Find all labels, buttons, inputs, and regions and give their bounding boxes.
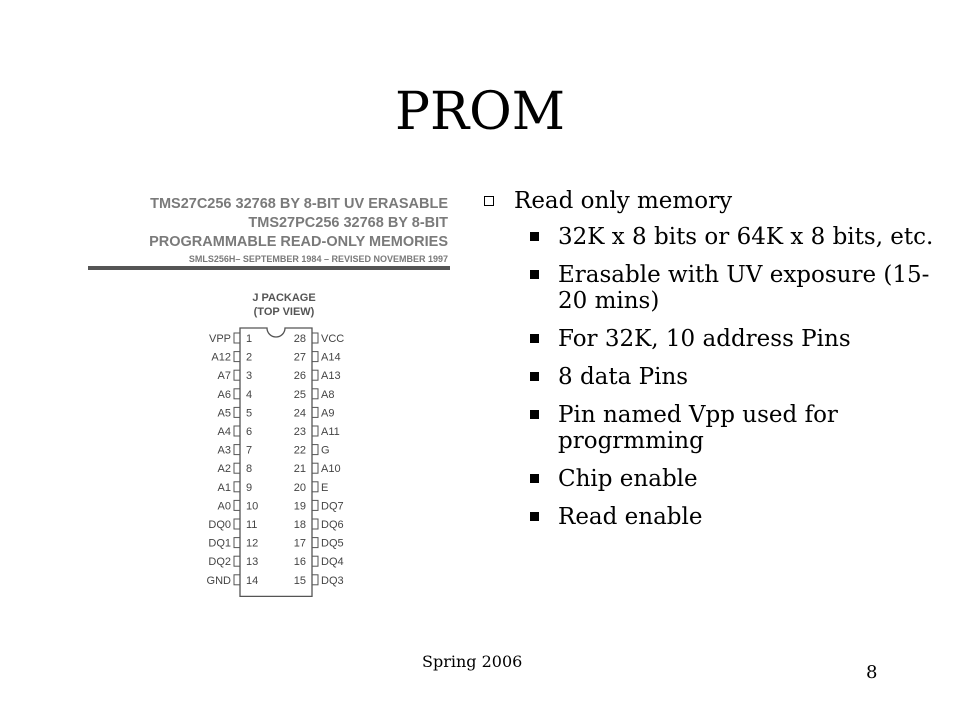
sub-bullet — [478, 466, 938, 492]
datasheet-image — [88, 188, 460, 608]
pin-name-label: GND — [206, 574, 231, 587]
pin-name-label: DQ4 — [321, 556, 344, 569]
pin-number-label: 15 — [293, 574, 306, 587]
pin-lead — [312, 389, 318, 399]
pin-name-label: A10 — [321, 463, 341, 476]
pin-number-label: 12 — [246, 537, 259, 550]
pin-number-label: 6 — [246, 426, 253, 438]
page-number: 8 — [866, 662, 878, 683]
pin-name-label: A2 — [217, 463, 231, 476]
pin-number-label: 13 — [246, 556, 259, 569]
sub-bullet-text: Read enable — [558, 504, 703, 530]
pin-number-label: 5 — [246, 407, 253, 420]
pin-name-label: A13 — [321, 370, 341, 383]
pin-name-label: A1 — [217, 481, 231, 494]
square-bullet-icon — [530, 474, 539, 483]
sub-bullet — [478, 326, 938, 352]
pin-number-label: 21 — [293, 463, 306, 476]
pin-name-label: DQ7 — [321, 500, 344, 513]
pin-number-label: 8 — [246, 463, 253, 476]
pin-number-label: 7 — [246, 444, 253, 457]
pin-lead — [234, 482, 240, 492]
sub-bullet-text: Pin named Vpp used for progrmming — [558, 402, 838, 454]
pin-lead — [234, 463, 240, 473]
pin-name-label: DQ2 — [208, 556, 231, 569]
pin-lead — [312, 500, 318, 510]
pin-lead — [234, 556, 240, 566]
pin-number-label: 1 — [246, 333, 253, 345]
pin-name-label: A7 — [217, 370, 231, 383]
sub-bullet-text: For 32K, 10 address Pins — [558, 326, 851, 352]
pin-lead — [312, 556, 318, 566]
slide-title: PROM — [394, 82, 565, 142]
pin-lead — [312, 463, 318, 473]
pin-lead — [312, 575, 318, 585]
bullet-main-text: Read only memory — [514, 188, 733, 214]
pin-lead — [312, 445, 318, 455]
pin-number-label: 27 — [293, 351, 306, 364]
pin-name-label: A3 — [217, 444, 231, 457]
slide-footer: Spring 2006 — [422, 652, 523, 671]
sub-bullet — [478, 262, 938, 314]
sub-bullet-text: Chip enable — [558, 466, 698, 492]
pin-name-label: G — [321, 444, 330, 457]
package-view-label: (TOP VIEW) — [253, 306, 315, 318]
pin-lead — [234, 519, 240, 529]
pin-name-label: DQ5 — [321, 537, 344, 550]
pin-lead — [234, 370, 240, 380]
pin-number-label: 14 — [246, 574, 259, 587]
pin-lead — [234, 389, 240, 399]
pin-number-label: 10 — [246, 500, 259, 513]
pin-name-label: A5 — [217, 407, 231, 420]
pin-number-label: 16 — [293, 556, 306, 569]
pin-lead — [234, 333, 240, 343]
pin-number-label: 22 — [293, 444, 306, 457]
sub-bullet-text: 32K x 8 bits or 64K x 8 bits, etc. — [558, 224, 934, 250]
pin-number-label: 17 — [293, 537, 306, 550]
hollow-square-bullet-icon — [484, 196, 494, 206]
pin-lead — [312, 426, 318, 436]
bullet-main — [478, 186, 938, 216]
pin-number-label: 18 — [293, 519, 306, 531]
datasheet-title-line-3: PROGRAMMABLE READ-ONLY MEMORIES — [149, 234, 448, 250]
pin-lead — [312, 519, 318, 529]
pin-number-label: 2 — [246, 351, 253, 364]
pin-number-label: 4 — [246, 388, 253, 401]
sub-bullet — [478, 364, 938, 390]
bullet-list — [478, 186, 938, 542]
sub-bullet — [478, 402, 938, 454]
sub-bullet-text: Erasable with UV exposure (15-20 mins) — [558, 262, 930, 314]
datasheet-title-line-2: TMS27PC256 32768 BY 8-BIT — [248, 215, 448, 231]
sub-bullet — [478, 504, 938, 530]
pin-lead — [312, 407, 318, 417]
pin-name-label: VCC — [321, 333, 345, 345]
pin-name-label: A4 — [217, 426, 231, 438]
pin-number-label: 28 — [293, 333, 306, 345]
sub-bullet — [478, 224, 938, 250]
pin-number-label: 23 — [293, 426, 306, 438]
square-bullet-icon — [530, 334, 539, 343]
pin-number-label: 11 — [246, 519, 258, 531]
pin-number-label: 3 — [246, 370, 253, 383]
pin-number-label: 9 — [246, 481, 253, 494]
pin-number-label: 25 — [293, 388, 306, 401]
datasheet-title-line-1: TMS27C256 32768 BY 8-BIT UV ERASABLE — [150, 196, 448, 212]
pin-name-label: DQ0 — [208, 519, 231, 531]
pin-lead — [234, 500, 240, 510]
pin-lead — [312, 538, 318, 548]
pin-lead — [312, 482, 318, 492]
pin-lead — [234, 426, 240, 436]
pin-lead — [234, 407, 240, 417]
pin-name-label: DQ1 — [208, 537, 231, 550]
pin-lead — [312, 352, 318, 362]
package-label: J PACKAGE — [252, 292, 316, 304]
pin-lead — [234, 575, 240, 585]
pin-number-label: 19 — [293, 500, 306, 513]
square-bullet-icon — [530, 512, 539, 521]
square-bullet-icon — [530, 232, 539, 241]
pin-name-label: A8 — [321, 388, 335, 401]
datasheet-revision-line: SMLS256H– SEPTEMBER 1984 – REVISED NOVEMBER 1997 — [188, 254, 448, 264]
pin-name-label: A11 — [321, 426, 340, 438]
pin-name-label: VPP — [208, 333, 231, 345]
pin-lead — [234, 445, 240, 455]
pin-number-label: 20 — [293, 481, 306, 494]
pin-name-label: A9 — [321, 407, 335, 420]
pin-name-label: E — [321, 481, 329, 494]
pin-name-label: A12 — [211, 351, 231, 364]
pin-name-label: A6 — [217, 388, 231, 401]
pinout-diagram — [88, 188, 460, 608]
pin-number-label: 24 — [293, 407, 306, 420]
pin-lead — [312, 370, 318, 380]
pin-name-label: DQ6 — [321, 519, 344, 531]
pin-lead — [234, 352, 240, 362]
pin-lead — [234, 538, 240, 548]
pin-lead — [312, 333, 318, 343]
sub-bullet-text: 8 data Pins — [558, 364, 689, 390]
square-bullet-icon — [530, 270, 539, 279]
pin-name-label: DQ3 — [321, 574, 344, 587]
square-bullet-icon — [530, 410, 539, 419]
pin-name-label: A0 — [217, 500, 231, 513]
pin-name-label: A14 — [321, 351, 341, 364]
square-bullet-icon — [530, 372, 539, 381]
pin-number-label: 26 — [293, 370, 306, 383]
